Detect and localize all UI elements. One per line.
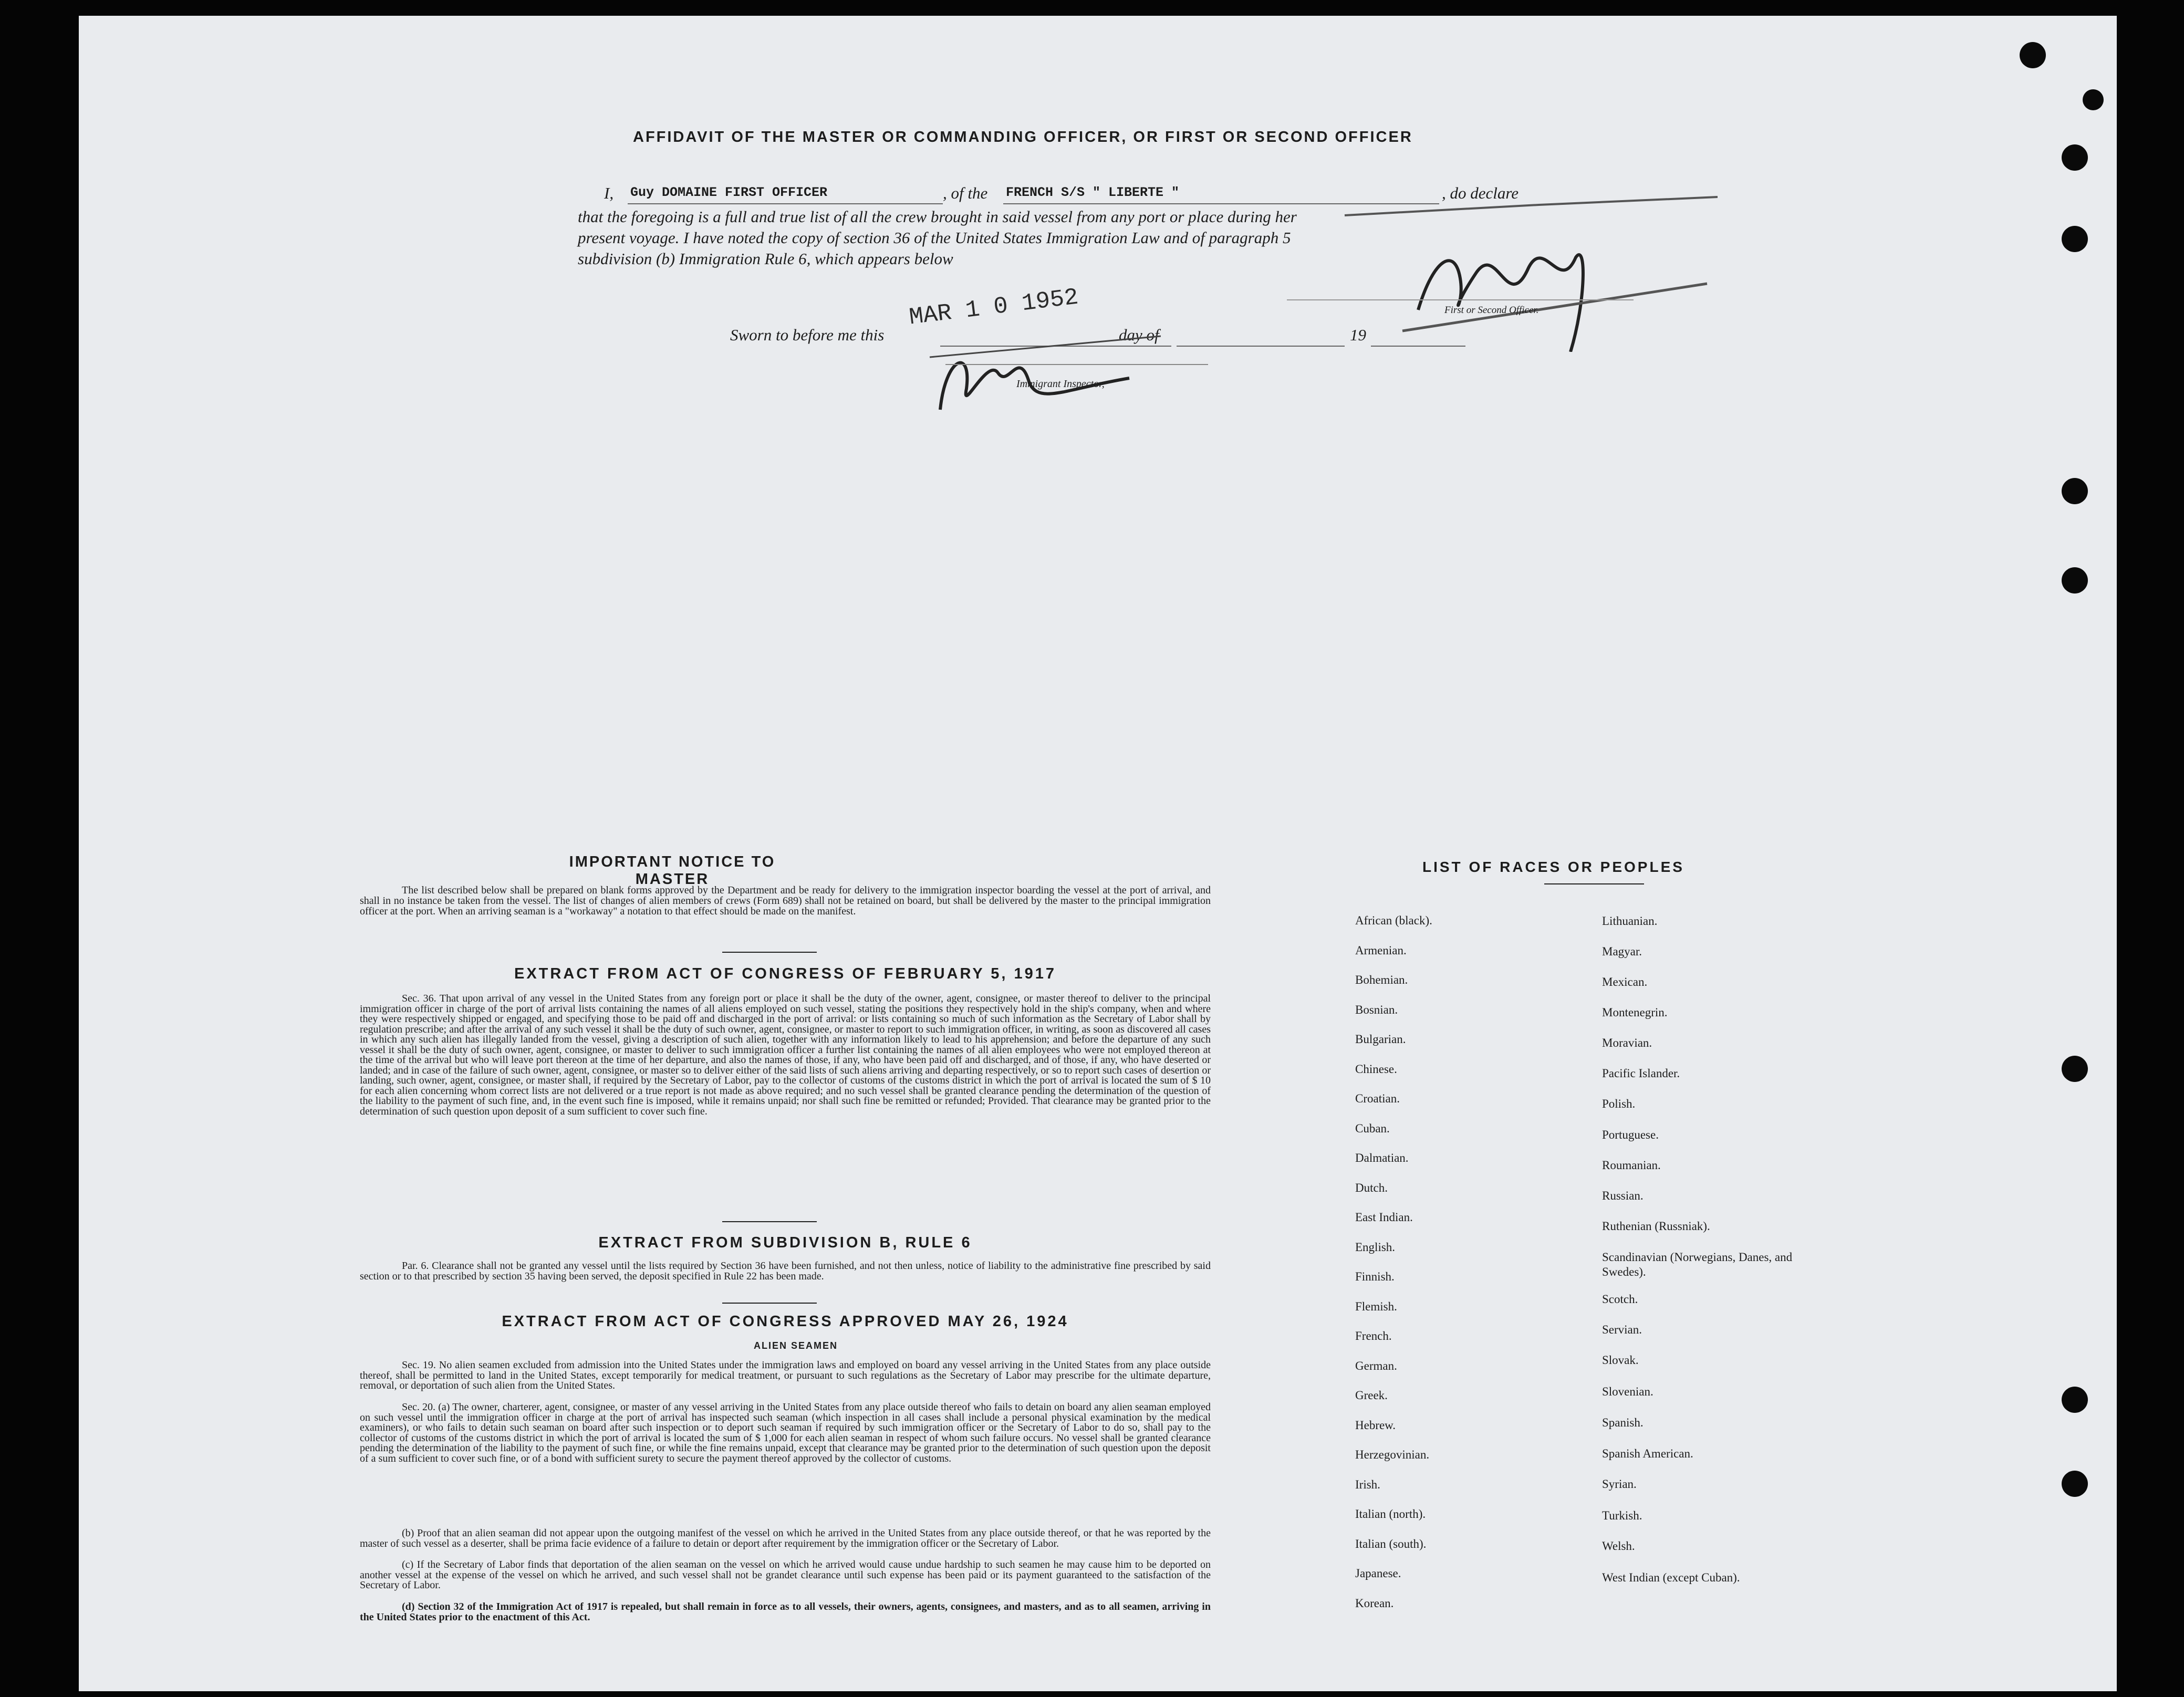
pre-name: I, xyxy=(604,184,614,202)
race-item: Bulgarian. xyxy=(1355,1033,1406,1046)
race-item: Magyar. xyxy=(1602,945,1642,958)
race-item: Russian. xyxy=(1602,1189,1644,1202)
race-item: Greek. xyxy=(1355,1389,1388,1402)
day-underline xyxy=(1177,346,1345,347)
extract-1917-text: Sec. 36. That upon arrival of any vessel in the United States from any foreign port or place it shall be the duty of the owner, agent, consignee, or master thereof to deliver to the principal immigration officer in charge of the port of arrival lists containing the names of all aliens employed on such vessel, stating the positions they respectively hold in the ship's company, when and where they were respectively shipped or engaged, and specifying those to be paid off and discharged in the port of arrival: or lists containing so much of such information as the Secretary of Labor shall by regulation prescribe; and after the arrival of any such vessel it shall be the duty of such owner, agent, consignee, or master to report to such immigration officer, in writing, as soon as discovered all cases in which any such alien has illegally landed from the vessel, giving a description of such alien, together with any information likely to lead to his apprehension; and before the departure of any such vessel it shall be the duty of such owner, agent, consignee, or master to deliver to such immigration officer a further list containing the names of all alien employees who were not employed thereon at the time of the arrival but who will leave port thereon at the time of her departure, and also the names of those, if any, who have been paid off and discharged, and of those, if any, who have deserted or landed; and in case of the failure of such owner, agent, consignee, or master so to deliver either of the said lists of such aliens arriving and departing respectively, or so to report such cases of desertion or landing, such owner, agent, consignee, or master shall, if required by the Secretary of Labor, pay to the collector of customs of the customs district in which the port of arrival is located the sum of $ 10 for each alien concerning whom correct lists are not delivered or a true report is not made as above required; and no such vessel shall be granted clearance pending the determination of the question of the liability to the payment of such fine, and, in the event such fine is imposed, while it remains unpaid; nor shall such fine be remitted or refunded; Provided. That clearance may be granted prior to the determination of such question upon deposit of a sum sufficient to cover such fine. xyxy=(360,993,1211,1117)
race-item: Italian (north). xyxy=(1355,1507,1426,1521)
year-underline xyxy=(1371,346,1465,347)
affidavit-title: AFFIDAVIT OF THE MASTER OR COMMANDING OFFICER, OR FIRST OR SECOND OFFICER xyxy=(633,129,1413,145)
race-item: Servian. xyxy=(1602,1323,1642,1336)
race-item: Ruthenian (Russniak). xyxy=(1602,1220,1710,1233)
inspector-caption: Immigrant Inspector, xyxy=(1016,378,1105,390)
document-page xyxy=(79,16,2117,1691)
sworn-label: Sworn to before me this xyxy=(730,326,885,344)
race-item: Welsh. xyxy=(1602,1539,1635,1553)
sec20c-text: (c) If the Secretary of Labor finds that deportation of the alien seaman on the vessel on which he arrived would cause undue hardship to such seamen he may cause him to be deported on another vessel at the expense of the vessel on which he arrived, and such vessel shall not be grandet clearance until such expense has been paid or its payment guaranteed to the satisfaction of the Secretary of Labor. xyxy=(360,1559,1211,1591)
race-item: Herzegovinian. xyxy=(1355,1448,1430,1461)
sec20a-text: Sec. 20. (a) The owner, charterer, agent, consignee, or master of any vessel arriving in the United States from any place outside thereof who fails to detain on board any alien seaman employed on such vessel until the immigration officer in charge at the port of arrival has inspected such seaman (which inspection in all cases shall include a personal physical examination by the medical examiners), or who fails to detain such seaman on board after such inspection or to deport such seaman if required by such immigration officer or the Secretary of Labor to do so, shall pay to the collector of customs of the customs district in which the port of arrival is located the sum of $ 1,000 for each alien seaman in respect of whom such failure occurs. No vessel shall be granted clearance pending the determination of the liability to the payment of such fine, or while the fine remains unpaid, except that clearance may be granted prior to the determination of such question upon the deposit of a sum sufficient to cover such fine, or of a bond with sufficient surety to secure the payment thereof approved by the collector of customs. xyxy=(360,1401,1211,1464)
race-item: Pacific Islander. xyxy=(1602,1067,1680,1080)
race-item: French. xyxy=(1355,1329,1392,1342)
race-item: Scotch. xyxy=(1602,1293,1638,1306)
rule-1 xyxy=(722,952,817,953)
race-item: Cuban. xyxy=(1355,1121,1390,1135)
sec20b-text: (b) Proof that an alien seaman did not appear upon the outgoing manifest of the vessel on which he arrived in the United States from any place outside thereof, or that he was reported by the master of such vessel as a deserter, shall be prima facie evidence of a failure to detain or deport after requirement by the immigration officer or the Secretary of Labor. xyxy=(360,1527,1211,1549)
punch-hole xyxy=(2062,1471,2088,1497)
affidavit-line4: subdivision (b) Immigration Rule 6, which appears below xyxy=(578,249,953,268)
race-item: Bohemian. xyxy=(1355,973,1408,986)
race-item: Armenian. xyxy=(1355,943,1407,957)
punch-hole xyxy=(2020,42,2046,68)
punch-hole xyxy=(2062,144,2088,171)
year-label: 19 xyxy=(1350,326,1366,344)
name-underline xyxy=(628,203,943,204)
punch-hole xyxy=(2062,1056,2088,1082)
race-item: Slovenian. xyxy=(1602,1385,1653,1398)
alien-seamen-subtitle: ALIEN SEAMEN xyxy=(754,1340,838,1351)
vessel-field: FRENCH S/S " LIBERTE " xyxy=(1006,185,1180,200)
notice-text: The list described below shall be prepared on blank forms approved by the Department and be ready for delivery to the immigration inspector boarding the vessel at the port of arrival, and shall in no instance be taken from the vessel. The list of changes of alien members of crews (Form 689) shall not be retained on board, but shall be delivered by the master to the principal immigration officer at the port. When an arriving seaman is a "workaway" a notation to that effect should be made on the manifest. xyxy=(360,884,1211,917)
race-item: Chinese. xyxy=(1355,1062,1397,1076)
extract-1924-title: EXTRACT FROM ACT OF CONGRESS APPROVED MAY 26, 1924 xyxy=(502,1313,1069,1330)
race-item: English. xyxy=(1355,1240,1396,1254)
day-of-label: day of xyxy=(1119,326,1159,344)
race-item: Lithuanian. xyxy=(1602,914,1658,928)
sec20d-text: (d) Section 32 of the Immigration Act of 1917 is repealed, but shall remain in force as to all vessels, their owners, agents, consignees, and masters, and as to all seamen, arriving in the United States prior to the enactment of this Act. xyxy=(360,1601,1211,1623)
extract-rule6-text: Par. 6. Clearance shall not be granted any vessel until the lists required by Section 36 have been furnished, and not then unless, notice of liability to the administrative fine prescribed by said section or to that prescribed by section 35 having been served, the deposit specified in Rule 22 has been made. xyxy=(360,1260,1211,1282)
notice-title: IMPORTANT NOTICE TO MASTER xyxy=(569,853,776,888)
race-item: Korean. xyxy=(1355,1596,1394,1610)
race-item: Dutch. xyxy=(1355,1181,1388,1194)
race-item: Hebrew. xyxy=(1355,1418,1396,1432)
race-item: Finnish. xyxy=(1355,1270,1395,1283)
race-item: Portuguese. xyxy=(1602,1128,1659,1141)
bleed-through-text xyxy=(299,79,311,99)
race-item: Japanese. xyxy=(1355,1567,1401,1580)
race-item: Slovak. xyxy=(1602,1354,1639,1367)
race-item: Mexican. xyxy=(1602,975,1648,988)
race-item: Bosnian. xyxy=(1355,1003,1398,1016)
race-item: Roumanian. xyxy=(1602,1159,1661,1172)
race-item: Turkish. xyxy=(1602,1509,1642,1522)
affidavit-line2: that the foregoing is a full and true list of all the crew brought in said vessel from any port or place during her xyxy=(578,207,1297,226)
races-rule xyxy=(1544,883,1644,884)
extract-rule6-title: EXTRACT FROM SUBDIVISION B, RULE 6 xyxy=(598,1234,972,1251)
punch-hole xyxy=(2062,478,2088,504)
affidavit-line3: present voyage. I have noted the copy of section 36 of the United States Immigration Law and of paragraph 5 xyxy=(578,228,1291,247)
race-item: African (black). xyxy=(1355,914,1432,927)
race-item: Moravian. xyxy=(1602,1036,1652,1049)
officer-sign-line xyxy=(1287,299,1634,300)
extract-1917-title: EXTRACT FROM ACT OF CONGRESS OF FEBRUARY 5, 1917 xyxy=(514,965,1057,982)
officer-signature xyxy=(1339,194,1718,352)
race-item: Spanish. xyxy=(1602,1416,1644,1429)
inspector-signature xyxy=(909,326,1161,415)
date-stamp: MAR 1 0 1952 xyxy=(908,284,1080,331)
inspector-sign-line xyxy=(945,364,1208,365)
race-item: Spanish American. xyxy=(1602,1447,1693,1460)
punch-hole xyxy=(2062,567,2088,594)
rule-3 xyxy=(722,1303,817,1304)
race-item: Irish. xyxy=(1355,1477,1380,1491)
race-item: Flemish. xyxy=(1355,1299,1397,1313)
races-title: LIST OF RACES OR PEOPLES xyxy=(1422,859,1684,875)
sec19-text: Sec. 19. No alien seamen excluded from admission into the United States under the immigration laws and employed on board any vessel arriving in the United States from any place outside thereof, shall be permitted to land in the United States, except temporarily for medical treatment, or pursuant to such regulations as the Secretary of Labor may prescribe for the ultimate departure, removal, or deportation of such alien from the United States. xyxy=(360,1359,1211,1391)
punch-hole xyxy=(2062,226,2088,252)
race-item: Italian (south). xyxy=(1355,1537,1427,1550)
of-the-label: , of the xyxy=(943,184,988,202)
race-item: Croatian. xyxy=(1355,1092,1400,1105)
race-item: Polish. xyxy=(1602,1097,1636,1110)
race-item: Montenegrin. xyxy=(1602,1006,1668,1019)
punch-hole xyxy=(2083,89,2104,110)
punch-hole xyxy=(2062,1387,2088,1413)
rule-2 xyxy=(722,1221,817,1222)
officer-name-field: Guy DOMAINE FIRST OFFICER xyxy=(630,185,828,200)
officer-caption: First or Second Officer. xyxy=(1444,305,1539,316)
declare-label: , do declare xyxy=(1442,184,1519,202)
race-item: Dalmatian. xyxy=(1355,1151,1409,1164)
race-item: Syrian. xyxy=(1602,1477,1637,1491)
race-item: Scandinavian (Norwegians, Danes, and Swedes). xyxy=(1602,1251,1793,1278)
race-item: East Indian. xyxy=(1355,1211,1413,1224)
race-item: German. xyxy=(1355,1359,1397,1372)
race-item: West Indian (except Cuban). xyxy=(1602,1571,1740,1584)
